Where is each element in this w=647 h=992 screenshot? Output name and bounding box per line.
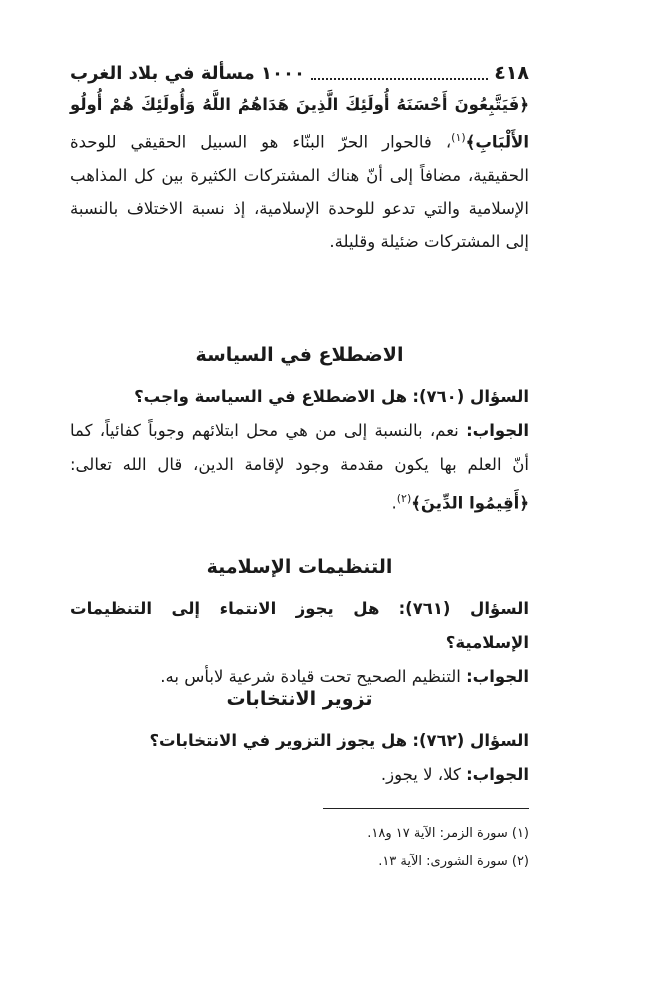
question-label: السؤال (٧٦١): xyxy=(398,599,529,618)
footnote-ref-2: (٢) xyxy=(396,492,412,505)
footnote-2: (٢) سورة الشورى: الآية ١٣. xyxy=(378,854,529,869)
intro-text: ، فالحوار الحرّ البنّاء هو السبيل الحقيقي للوحدة الحقيقية، مضافاً إلى أنّ هناك المشتركات الكثيرة بين كل المذاهب الإسلامية والتي تدعو للوحدة الإسلامية، إذ نسبة الاختلاف بالنسبة إلى المشتركات ضئيلة وقليلة. xyxy=(70,132,529,251)
book-title: ١٠٠٠ مسألة في بلاد الغرب xyxy=(70,62,305,84)
answer-760 xyxy=(70,414,529,521)
intro-paragraph-block xyxy=(70,88,529,258)
header-dot-leader xyxy=(311,66,488,80)
qa-block-762 xyxy=(70,724,529,792)
answer-text: كلا، لا يجوز. xyxy=(380,765,461,784)
question-text: هل يجوز التزوير في الانتخابات؟ xyxy=(149,731,408,750)
question-text: هل يجوز الانتماء إلى التنظيمات الإسلامية؟ xyxy=(70,599,529,652)
answer-label: الجواب: xyxy=(466,765,529,784)
footnote-ref-1: (١) xyxy=(451,131,466,144)
page-header xyxy=(70,60,529,86)
answer-text: التنظيم الصحيح تحت قيادة شرعية لابأس به. xyxy=(160,667,461,686)
section-heading-politics: الاضطلاع في السياسة xyxy=(195,344,404,366)
page-number: ٤١٨ xyxy=(494,62,529,84)
qa-block-761 xyxy=(70,592,529,694)
footnote-1: (١) سورة الزمر: الآية ١٧ و١٨. xyxy=(367,826,529,841)
qa-block-760 xyxy=(70,380,529,521)
question-762 xyxy=(70,724,529,758)
section-heading-islamic-organizations: التنظيمات الإسلامية xyxy=(206,556,393,578)
question-760 xyxy=(70,380,529,414)
intro-paragraph: ﴿فَيَتَّبِعُونَ أَحْسَنَهُ أُولَئِكَ الَّذِينَ هَدَاهُمُ اللَّهُ وَأُولَئِكَ هُمْ أُولُو الأَلْبَابِ﴾$^{(١)}$، فالحوار الحرّ البنّاء هو السبيل الحقيقي للوحدة الحقيقية، مضافاً إلى أنّ هناك المشتركات الكثيرة بين كل المذاهب الإسلامية والتي تدعو للوحدة الإسلامية، إذ نسبة الاختلاف بالنسبة إلى المشتركات ضئيلة وقليلة. xyxy=(70,95,529,251)
answer-quran-verse: ﴿أَقِيمُوا الدِّينَ﴾ xyxy=(411,493,529,513)
question-label: السؤال (٧٦٢): xyxy=(412,731,529,750)
answer-text: نعم، بالنسبة إلى من هي محل ابتلائهم وجوباً كفائياً، كما أنّ العلم بها يكون مقدمة وجود لإقامة الدين، قال الله تعالى: xyxy=(70,421,529,474)
question-761 xyxy=(70,592,529,660)
answer-end: . xyxy=(391,493,397,513)
quran-verse: فَيَتَّبِعُونَ أَحْسَنَهُ أُولَئِكَ الَّذِينَ هَدَاهُمُ اللَّهُ وَأُولَئِكَ هُمْ أُولُو الأَلْبَابِ xyxy=(70,95,529,152)
section-heading-election-fraud: تزوير الانتخابات xyxy=(226,688,373,710)
footnotes xyxy=(120,820,529,876)
question-text: هل الاضطلاع في السياسة واجب؟ xyxy=(134,387,408,406)
answer-762 xyxy=(70,758,529,792)
question-label: السؤال (٧٦٠): xyxy=(412,387,529,406)
answer-label: الجواب: xyxy=(466,421,529,440)
answer-label: الجواب: xyxy=(466,667,529,686)
footnote-divider xyxy=(323,808,529,809)
